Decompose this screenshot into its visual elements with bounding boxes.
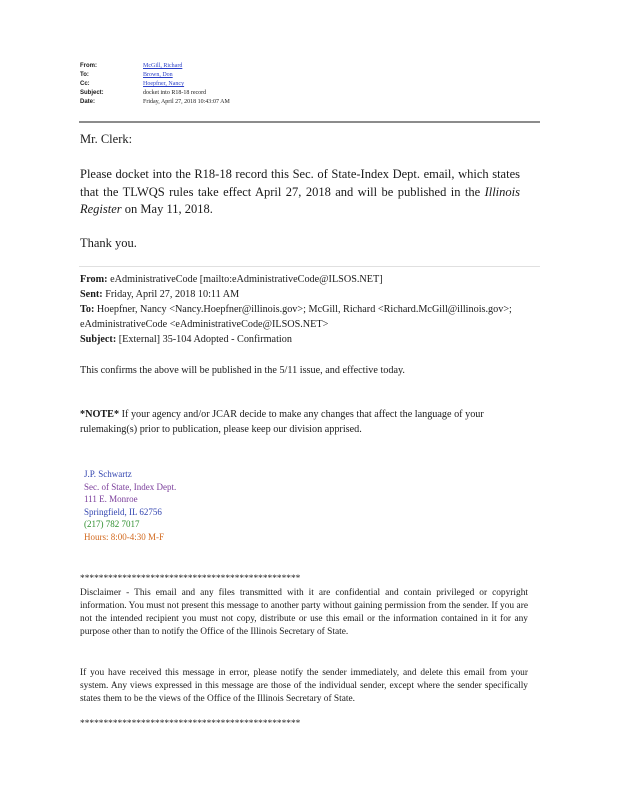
confirmation-text: This confirms the above will be published in the 5/11 issue, and effective today. [80,365,405,376]
message-text-1: Please docket into the R18-18 record this Sec. of State-Index Dept. email, which states that the TLWQS rules take effect April 27, 2018 and will be published in the [80,167,520,199]
header-subject-row [80,89,230,98]
signature-hours: Hours: 8:00-4:30 M-F [84,531,165,542]
date-value: Friday, April 27, 2018 10:43:07 AM [143,99,230,105]
date-label: Date: [80,99,96,105]
fwd-to-label: To: [80,304,95,315]
header-cc-row [80,80,230,89]
message-paragraph [80,166,520,219]
to-link[interactable]: Brown, Don [143,72,173,78]
from-label: From: [80,63,97,69]
subject-label: Subject: [80,90,104,96]
fwd-sent-line [80,287,550,302]
fwd-subject-label: Subject: [80,334,117,345]
signature-street: 111 E. Monroe [84,494,138,504]
signature-name: J.P. Schwartz [84,469,132,479]
header-to-row [80,71,230,80]
signature-dept: Sec. of State, Index Dept. [84,481,177,492]
header-from-row [80,62,230,71]
note-label: *NOTE* [80,409,120,420]
from-link[interactable]: McGill, Richard [143,63,183,69]
header-divider [79,121,540,123]
cc-label: Cc: [80,81,90,87]
thanks-line: Thank you. [80,236,137,250]
forwarded-header [80,272,550,347]
message-text-2: on May 11, 2018. [121,202,213,216]
fwd-to-value-1: Hoepfner, Nancy <Nancy.Hoepfner@illinois.gov>; McGill, Richard <Richard.McGill@illinois.gov>; [94,304,512,315]
disclaimer-stars-top: *********************************************** [80,574,301,584]
header-date-row [80,98,230,107]
fwd-sent-value: Friday, April 27, 2018 10:11 AM [102,289,240,300]
fwd-from-line [80,272,550,287]
forward-divider [79,266,540,267]
subject-value: docket into R18-18 record [143,90,207,96]
fwd-sent-label: Sent: [80,289,103,300]
disclaimer-paragraph-1: Disclaimer - This email and any files transmitted with it are confidential and contain privileged or copyright information. You must not present this message to another party without gaining permission from the sender. If you are not the intended recipient you must not copy, distribute or use this email or the information contained in it for any purpose other than to notify the Office of the Illinois Secretary of State. [80,588,528,637]
salutation: Mr. Clerk: [80,132,133,146]
cc-link[interactable]: Hoepfner, Nancy [143,81,185,87]
fwd-subject-line [80,332,550,347]
signature-block [84,468,176,543]
disclaimer-paragraph-2: If you have received this message in error, please notify the sender immediately, and delete this email from your system. Any views expressed in this message are those of the individual sender, except where the sender specifically states them to be the views of the Office of the Illinois Secretary of State. [80,668,528,704]
fwd-from-value: eAdministrativeCode [mailto:eAdministrativeCode@ILSOS.NET] [107,274,383,285]
fwd-subject-value: [External] 35-104 Adopted - Confirmation [116,334,292,345]
fwd-to-line [80,302,550,317]
disclaimer-stars-bottom: *********************************************** [80,719,301,729]
email-header [80,62,230,107]
note-paragraph [80,407,540,437]
signature-city: Springfield, IL 62756 [84,506,162,517]
fwd-to-line-2: eAdministrativeCode <eAdministrativeCode@ILSOS.NET> [80,319,329,330]
to-label: To: [80,72,89,78]
note-text: If your agency and/or JCAR decide to make any changes that affect the language of your rulemaking(s) prior to publication, please keep our division apprised. [80,409,484,435]
fwd-from-label: From: [80,274,108,285]
message-italic-text: Illinois Register [80,184,520,216]
signature-phone: (217) 782 7017 [84,519,140,529]
